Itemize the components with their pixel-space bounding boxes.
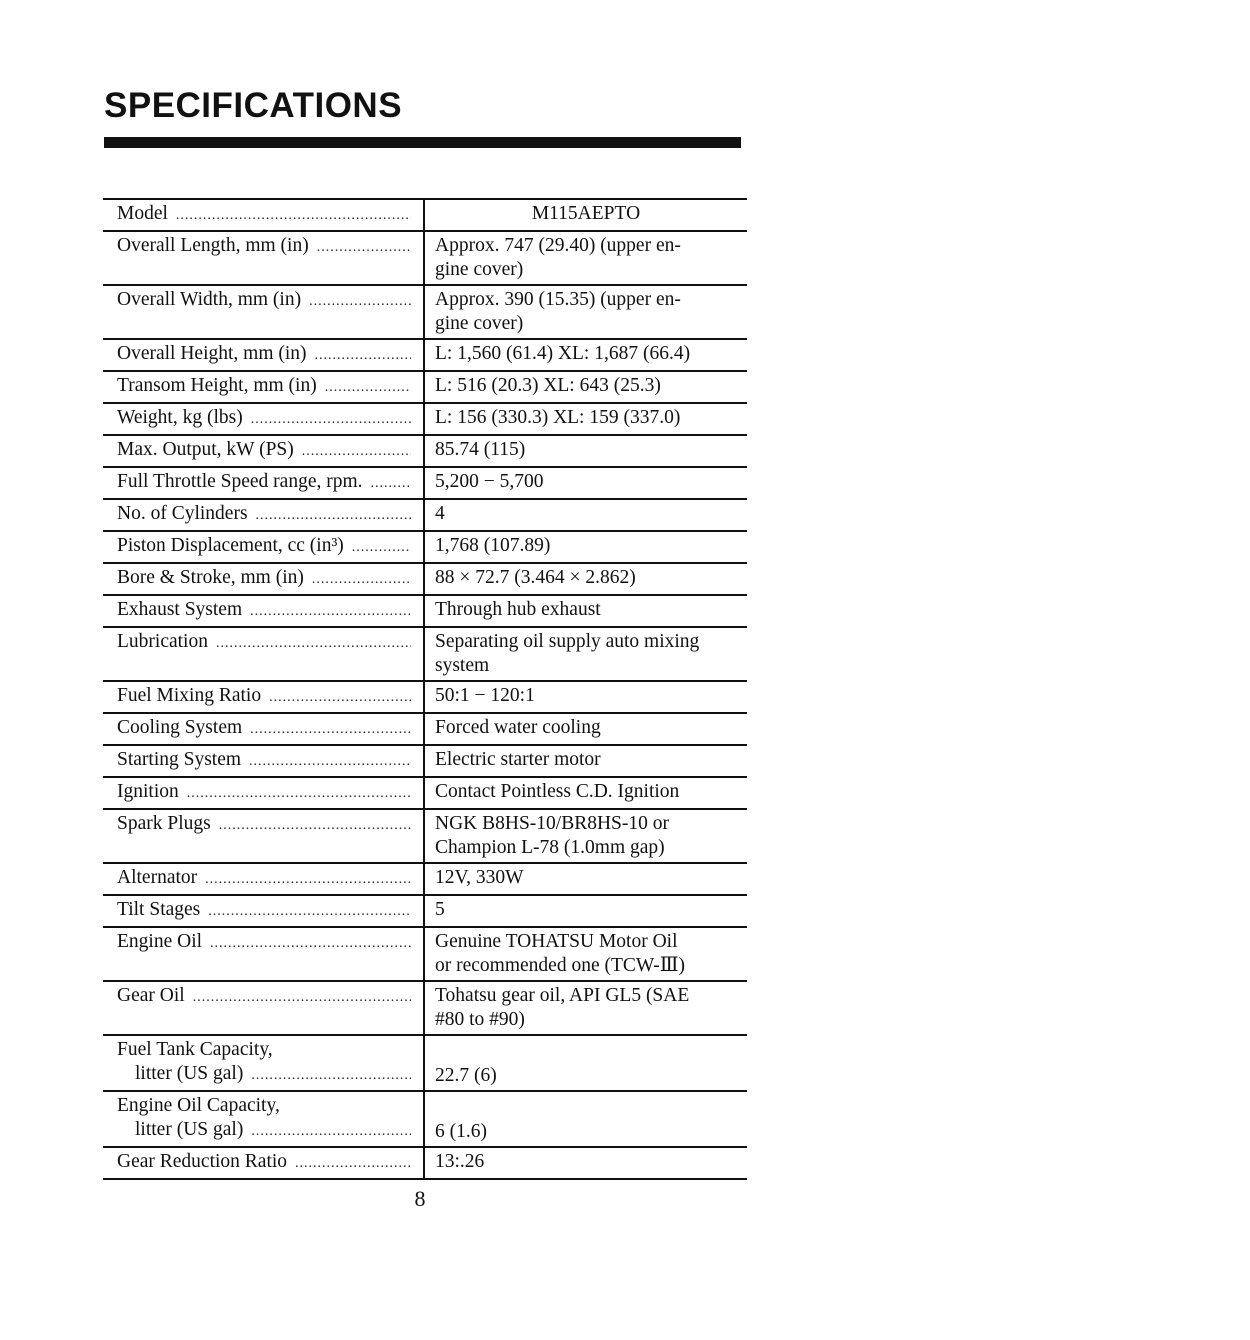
spec-row (103, 778, 747, 810)
leader-dots (352, 536, 411, 560)
spec-value (425, 714, 747, 744)
leader-dots (251, 1120, 411, 1144)
spec-value-text: Approx. 390 (15.35) (upper en- (435, 289, 681, 310)
spec-row (103, 340, 747, 372)
spec-row (103, 628, 747, 682)
spec-label-text: litter (US gal) (135, 1119, 244, 1140)
spec-value-text: 13:.26 (435, 1151, 485, 1172)
spec-label-text: Max. Output, kW (PS) (117, 439, 294, 460)
spec-label-text: Overall Height, mm (in) (117, 343, 307, 364)
spec-label (103, 1036, 425, 1090)
spec-row (103, 500, 747, 532)
spec-label-text: Fuel Mixing Ratio (117, 685, 262, 706)
spec-value-text: 88 × 72.7 (3.464 × 2.862) (435, 567, 636, 588)
spec-value-text: L: 1,560 (61.4) XL: 1,687 (66.4) (435, 343, 691, 364)
spec-value-text: gine cover) (435, 259, 524, 280)
spec-row (103, 372, 747, 404)
spec-value-text: 6 (1.6) (435, 1121, 487, 1142)
spec-label-text: Bore & Stroke, mm (in) (117, 567, 304, 588)
spec-value (425, 200, 747, 230)
spec-row (103, 746, 747, 778)
spec-label-text: Weight, kg (lbs) (117, 407, 243, 428)
leader-dots (302, 440, 411, 464)
spec-label-text: Spark Plugs (117, 813, 211, 834)
spec-label (103, 596, 425, 626)
leader-dots (250, 718, 411, 742)
leader-dots (210, 932, 411, 956)
leader-dots (295, 1152, 411, 1176)
spec-label-text: Cooling System (117, 717, 243, 738)
spec-value-text: 4 (435, 503, 445, 524)
spec-row (103, 1148, 747, 1180)
leader-dots (205, 868, 411, 892)
spec-row (103, 864, 747, 896)
leader-dots (315, 344, 411, 368)
specifications-table (103, 198, 747, 1180)
spec-label (103, 468, 425, 498)
spec-value-text: L: 516 (20.3) XL: 643 (25.3) (435, 375, 661, 396)
spec-label (103, 746, 425, 776)
spec-value (425, 564, 747, 594)
spec-label-text: Overall Length, mm (in) (117, 235, 309, 256)
spec-row (103, 468, 747, 500)
spec-label (103, 500, 425, 530)
spec-value-text: M115AEPTO (531, 203, 641, 224)
spec-row (103, 896, 747, 928)
spec-value (425, 404, 747, 434)
spec-row (103, 286, 747, 340)
spec-label (103, 982, 425, 1034)
spec-label-text: Piston Displacement, cc (in³) (117, 535, 344, 556)
spec-value-text: Champion L-78 (1.0mm gap) (435, 837, 665, 858)
spec-value (425, 1148, 747, 1178)
leader-dots (249, 750, 411, 774)
spec-label (103, 1148, 425, 1178)
spec-value (425, 286, 747, 338)
spec-value (425, 436, 747, 466)
spec-value (425, 628, 747, 680)
spec-label-text: Fuel Tank Capacity, (117, 1039, 273, 1060)
spec-row (103, 198, 747, 232)
spec-label-text: Tilt Stages (117, 899, 201, 920)
spec-label (103, 232, 425, 284)
spec-label (103, 340, 425, 370)
spec-value (425, 532, 747, 562)
page-title: SPECIFICATIONS (104, 86, 403, 125)
spec-value-text: 22.7 (6) (435, 1065, 497, 1086)
leader-dots (256, 504, 411, 528)
spec-row (103, 564, 747, 596)
leader-dots (250, 600, 411, 624)
leader-dots (325, 376, 411, 400)
spec-value (425, 982, 747, 1034)
leader-dots (371, 472, 411, 496)
leader-dots (251, 408, 411, 432)
leader-dots (309, 290, 411, 314)
spec-value (425, 340, 747, 370)
spec-label (103, 714, 425, 744)
spec-value (425, 232, 747, 284)
spec-label (103, 810, 425, 862)
spec-row (103, 714, 747, 746)
leader-dots (216, 632, 411, 656)
spec-row (103, 1036, 747, 1092)
spec-label (103, 286, 425, 338)
spec-row (103, 682, 747, 714)
spec-value (425, 896, 747, 926)
spec-value (425, 500, 747, 530)
leader-dots (269, 686, 411, 710)
spec-value-text: Forced water cooling (435, 717, 601, 738)
spec-label (103, 682, 425, 712)
spec-row (103, 1092, 747, 1148)
spec-value (425, 468, 747, 498)
spec-value-text: 5 (435, 899, 445, 920)
spec-label-text: Gear Reduction Ratio (117, 1151, 288, 1172)
leader-dots (193, 986, 411, 1010)
spec-label-text: Overall Width, mm (in) (117, 289, 302, 310)
spec-label (103, 778, 425, 808)
leader-dots (317, 236, 411, 260)
spec-label-text: Gear Oil (117, 985, 185, 1006)
spec-value (425, 810, 747, 862)
leader-dots (208, 900, 411, 924)
spec-value-text: Contact Pointless C.D. Ignition (435, 781, 680, 802)
spec-value-text: 5,200 − 5,700 (435, 471, 544, 492)
spec-value (425, 778, 747, 808)
spec-row (103, 232, 747, 286)
spec-label-text: Engine Oil Capacity, (117, 1095, 280, 1116)
spec-label (103, 864, 425, 894)
leader-dots (251, 1064, 411, 1088)
spec-value-text: 12V, 330W (435, 867, 524, 888)
spec-value-text: Electric starter motor (435, 749, 601, 770)
spec-label-text: No. of Cylinders (117, 503, 248, 524)
title-rule (104, 137, 741, 148)
leader-dots (187, 782, 411, 806)
spec-value (425, 864, 747, 894)
spec-value-text: Approx. 747 (29.40) (upper en- (435, 235, 681, 256)
spec-value-text: Genuine TOHATSU Motor Oil (435, 931, 678, 952)
leader-dots (219, 814, 411, 838)
spec-label-text: Alternator (117, 867, 198, 888)
spec-label (103, 1092, 425, 1146)
spec-value-text: system (435, 655, 490, 676)
spec-label-text: Starting System (117, 749, 242, 770)
spec-label-text: Full Throttle Speed range, rpm. (117, 471, 363, 492)
spec-label (103, 372, 425, 402)
spec-label (103, 532, 425, 562)
spec-value-text: 85.74 (115) (435, 439, 526, 460)
spec-label-text: litter (US gal) (135, 1063, 244, 1084)
spec-value-text: gine cover) (435, 313, 524, 334)
spec-label (103, 896, 425, 926)
spec-label-text: Engine Oil (117, 931, 203, 952)
spec-value-text: L: 156 (330.3) XL: 159 (337.0) (435, 407, 681, 428)
spec-value (425, 746, 747, 776)
page-number: 8 (414, 1186, 426, 1211)
spec-value-text: Separating oil supply auto mixing (435, 631, 700, 652)
spec-row (103, 436, 747, 468)
spec-value (425, 682, 747, 712)
spec-value-text: Through hub exhaust (435, 599, 601, 620)
spec-row (103, 596, 747, 628)
spec-label (103, 564, 425, 594)
spec-value-text: 1,768 (107.89) (435, 535, 551, 556)
spec-label-text: Transom Height, mm (in) (117, 375, 317, 396)
spec-value (425, 596, 747, 626)
spec-value (425, 372, 747, 402)
leader-dots (176, 204, 411, 228)
spec-label-text: Ignition (117, 781, 179, 802)
spec-value-text: 50:1 − 120:1 (435, 685, 535, 706)
spec-label-text: Exhaust System (117, 599, 243, 620)
spec-label (103, 928, 425, 980)
spec-value-text: NGK B8HS-10/BR8HS-10 or (435, 813, 670, 834)
spec-label (103, 404, 425, 434)
spec-value (425, 1036, 747, 1090)
spec-label (103, 436, 425, 466)
spec-row (103, 404, 747, 436)
spec-value-text: Tohatsu gear oil, API GL5 (SAE (435, 985, 690, 1006)
spec-value-text: or recommended one (TCW-Ⅲ) (435, 955, 686, 976)
spec-row (103, 928, 747, 982)
leader-dots (312, 568, 411, 592)
spec-value (425, 1092, 747, 1146)
spec-row (103, 982, 747, 1036)
spec-value-text: #80 to #90) (435, 1009, 525, 1030)
spec-label (103, 200, 425, 230)
spec-value (425, 928, 747, 980)
spec-label-text: Model (117, 203, 168, 224)
spec-label (103, 628, 425, 680)
spec-row (103, 810, 747, 864)
spec-label-text: Lubrication (117, 631, 208, 652)
spec-row (103, 532, 747, 564)
